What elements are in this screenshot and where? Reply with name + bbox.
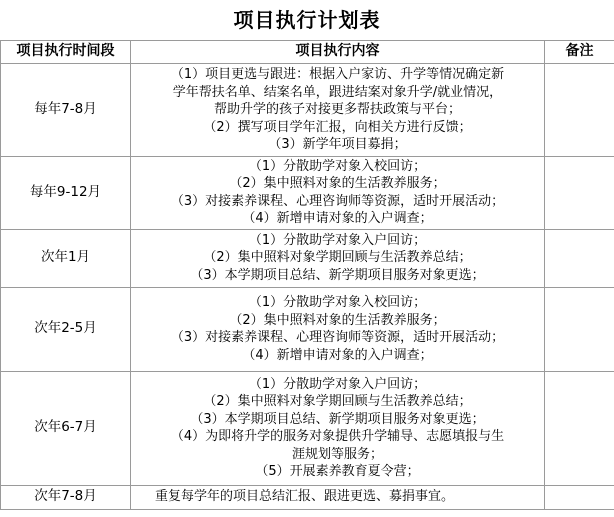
row-note [545, 157, 614, 230]
header-note: 备注 [545, 41, 614, 64]
row-content [131, 157, 545, 230]
content-line: （1）分散助学对象入户回访； [248, 233, 427, 249]
content-line: （4）新增申请对象的入户调查； [242, 347, 433, 363]
content-line: （3）新学年项目募捐； [268, 137, 407, 153]
content-line: （4）为即将升学的服务对象提供升学辅导、志愿填报与生 [170, 429, 505, 445]
table-row [1, 64, 614, 157]
row-note [545, 287, 614, 371]
row-note [545, 371, 614, 485]
table-body [1, 64, 614, 510]
row-period: 次年6-7月 [1, 371, 131, 485]
row-period: 次年2-5月 [1, 287, 131, 371]
row-content [131, 64, 545, 157]
plan-table [0, 40, 614, 510]
table-row [1, 229, 614, 287]
content-line: 学年帮扶名单、结案名单，跟进结案对象升学/就业情况， [172, 84, 503, 100]
content-line: （3）对接素养课程、心理咨询师等资源，适时开展活动； [170, 330, 505, 346]
table-header-row [1, 41, 614, 64]
content-line: （2）集中照料对象的生活教养服务； [229, 176, 446, 192]
content-line: （1）分散助学对象入校回访； [248, 159, 427, 174]
content-line: （3）对接素养课程、心理咨询师等资源，适时开展活动； [170, 193, 505, 209]
table-row [1, 485, 614, 509]
content-line: （2）撰写项目学年汇报，向相关方进行反馈； [203, 119, 472, 135]
table-row [1, 157, 614, 230]
content-line: （1）分散助学对象入户回访； [248, 376, 427, 392]
content-line: 涯规划等服务； [291, 446, 383, 462]
row-period: 次年7-8月 [1, 485, 131, 509]
table-row [1, 371, 614, 485]
content-line: （5）开展素养教育夏令营； [255, 463, 420, 479]
table-row [1, 287, 614, 371]
row-note [545, 229, 614, 287]
content-line: （1）分散助学对象入校回访； [248, 295, 427, 311]
row-period: 次年1月 [1, 229, 131, 287]
header-period: 项目执行时间段 [1, 41, 131, 64]
content-line: （3）本学期项目总结、新学期项目服务对象更选； [190, 267, 485, 283]
row-content [131, 371, 545, 485]
row-content [131, 229, 545, 287]
header-content: 项目执行内容 [131, 41, 545, 64]
content-line: （2）集中照料对象的生活教养服务； [229, 312, 446, 328]
content-line: （3）本学期项目总结、新学期项目服务对象更选； [190, 411, 485, 427]
row-note [545, 485, 614, 509]
row-period: 每年7-8月 [1, 64, 131, 157]
content-line: 重复每学年的项目总结汇报、跟进更选、募捐事宜。 [155, 489, 455, 505]
content-line: （2）集中照料对象学期回顾与生活教养总结； [203, 250, 472, 266]
row-note [545, 64, 614, 157]
row-period: 每年9-12月 [1, 157, 131, 230]
content-line: （2）集中照料对象学期回顾与生活教养总结； [203, 394, 472, 410]
content-line: 帮助升学的孩子对接更多帮扶政策与平台； [213, 102, 461, 118]
row-content [131, 287, 545, 371]
row-content [131, 485, 545, 509]
page-title: 项目执行计划表 [233, 8, 381, 32]
content-line: （1）项目更选与跟进：根据入户家访、升学等情况确定新 [170, 67, 505, 83]
content-line: （4）新增申请对象的入户调查； [242, 211, 433, 227]
